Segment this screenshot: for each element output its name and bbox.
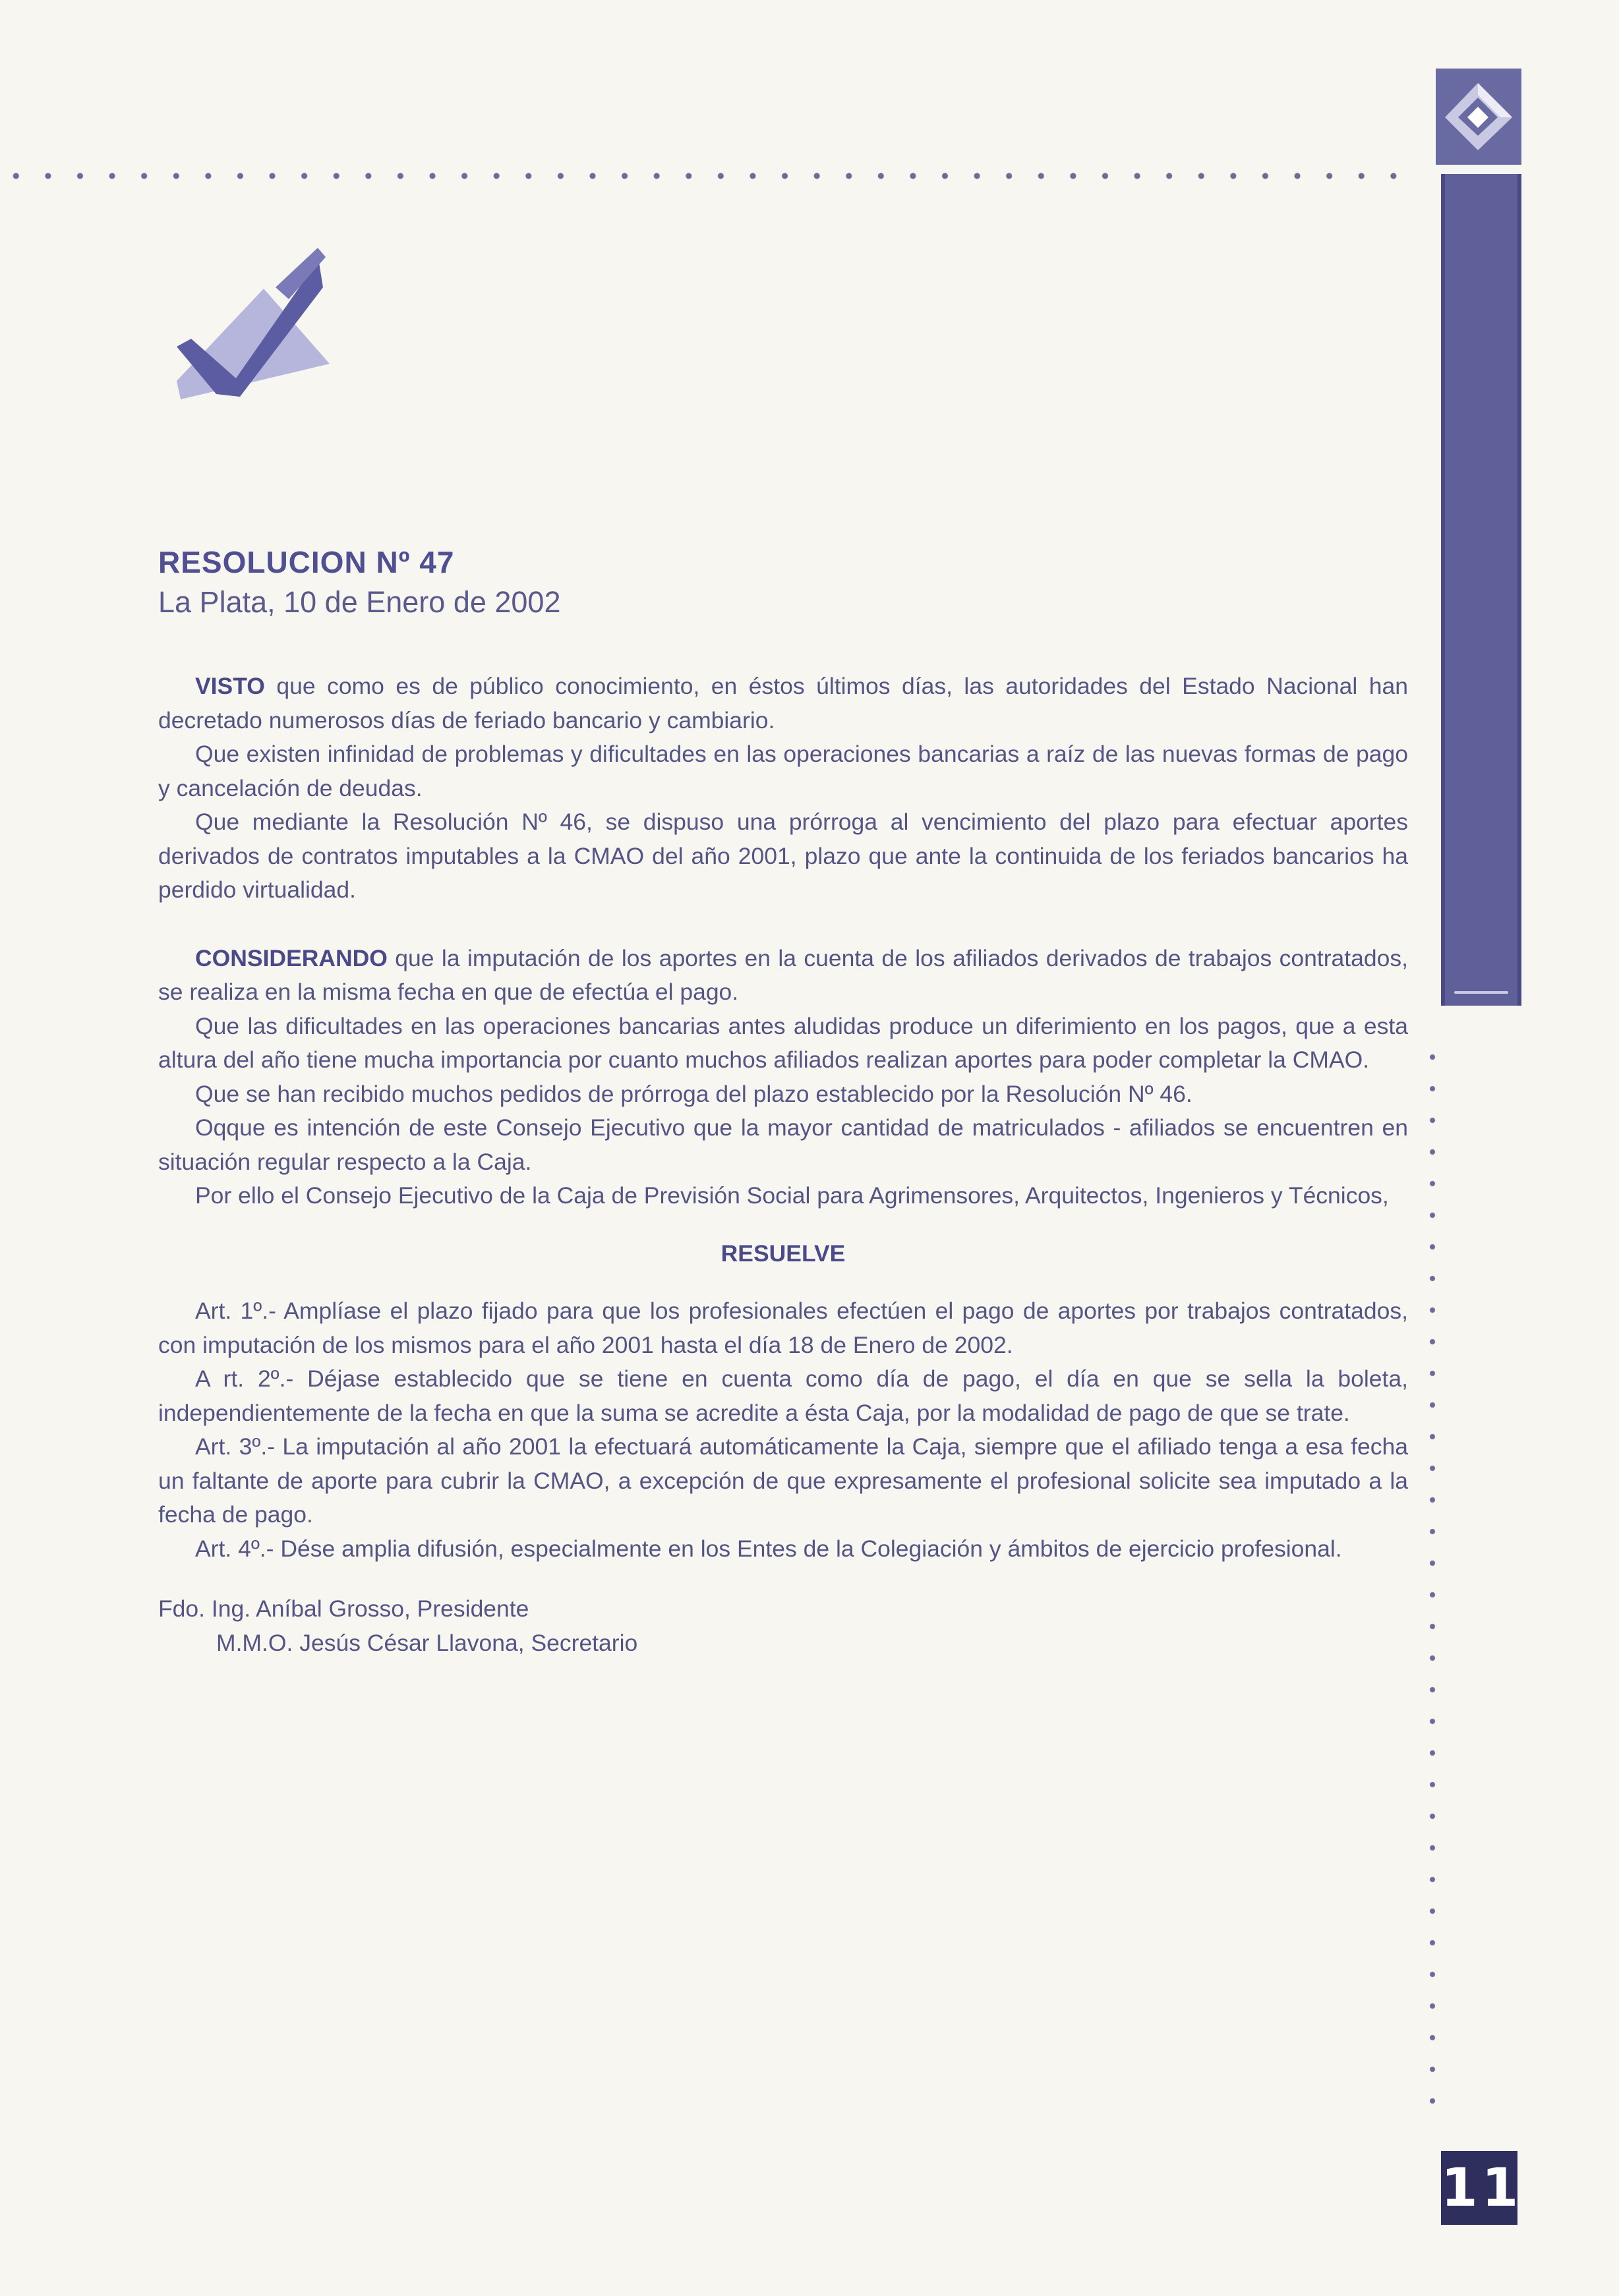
article-2: A rt. 2º.- Déjase establecido que se tiene en cuenta como día de pago, el día en que se sella la boleta, independientemente de la fecha en que la suma se acredite a ésta Caja, por la modalidad de pago de que se trate.	[158, 1365, 1408, 1426]
resolution-date: La Plata, 10 de Enero de 2002	[158, 585, 561, 619]
visto-paragraph-2: Que existen infinidad de problemas y dificultades en las operaciones bancarias a raíz de las nuevas formas de pago y cancelación de deudas.	[158, 741, 1408, 801]
section-gap	[158, 907, 1408, 942]
visto-text: que como es de público conocimiento, en éstos últimos días, las autoridades del Estado Nacional han decretado numerosos días de feriado bancario y cambiario.	[158, 673, 1408, 733]
section-gap	[158, 1566, 1408, 1592]
resuelve-heading: RESUELVE	[721, 1240, 846, 1267]
article-3: Art. 3º.- La imputación al año 2001 la efectuará automáticamente la Caja, siempre que el afiliado tenga a esa fecha un faltante de aporte para cubrir la CMAO, a excepción de que expresamente el profesional solicite sea imputado a la fecha de pago.	[158, 1433, 1408, 1528]
considerando-paragraph	[158, 942, 1408, 1010]
resolution-title: RESOLUCION Nº 47	[158, 545, 455, 579]
considerando-paragraph-2: Que las dificultades en las operaciones bancarias antes aludidas produce un diferimiento en los pagos, que a esta altura del año tiene mucha importancia por cuanto muchos afiliados realizan aportes para poder completar la CMAO.	[158, 1012, 1408, 1073]
visto-paragraph-3: Que mediante la Resolución Nº 46, se dispuso una prórroga al vencimiento del plazo para efectuar aportes derivados de contratos imputables a la CMAO del año 2001, plazo que ante la continuida de los feriados bancarios ha perdido virtualidad.	[158, 809, 1408, 903]
article-4: Art. 4º.- Dése amplia difusión, especialmente en los Entes de la Colegiación y ámbitos de ejercicio profesional.	[195, 1535, 1342, 1562]
article-1: Art. 1º.- Amplíase el plazo fijado para que los profesionales efectúen el pago de aportes por trabajos contratados, con imputación de los mismos para el año 2001 hasta el día 18 de Enero de 2002.	[158, 1298, 1408, 1358]
resolution-body	[158, 670, 1408, 1660]
considerando-paragraph-3: Que se han recibido muchos pedidos de prórroga del plazo establecido por la Resolución Nº 46.	[195, 1080, 1192, 1107]
considerando-keyword: CONSIDERANDO	[195, 944, 388, 971]
section-gap	[158, 1213, 1408, 1237]
considerando-paragraph-5: Por ello el Consejo Ejecutivo de la Caja de Previsión Social para Agrimensores, Arquitectos, Ingenieros y Técnicos,	[195, 1182, 1389, 1209]
section-gap	[158, 1271, 1408, 1294]
considerando-paragraph-4: Oqque es intención de este Consejo Ejecutivo que la mayor cantidad de matriculados - afiliados se encuentren en situación regular respecto a la Caja.	[158, 1114, 1408, 1175]
visto-paragraph	[158, 670, 1408, 737]
signature-president: Fdo. Ing. Aníbal Grosso, Presidente	[158, 1595, 529, 1622]
top-dotted-divider	[0, 173, 1411, 179]
checkmark-badge-icon	[177, 248, 330, 399]
signature-secretary: M.M.O. Jesús César Llavona, Secretario	[216, 1629, 638, 1656]
considerando-text: que la imputación de los aportes en la cuenta de los afiliados derivados de trabajos contratados, se realiza en la misma fecha en que de efectúa el pago.	[158, 944, 1408, 1005]
sidebar-accent-bar	[1441, 174, 1521, 1006]
institution-logo-icon	[1436, 69, 1521, 165]
right-dotted-divider	[1429, 1041, 1436, 2122]
visto-keyword: VISTO	[195, 673, 265, 699]
page-number-badge: 11	[1441, 2151, 1517, 2225]
